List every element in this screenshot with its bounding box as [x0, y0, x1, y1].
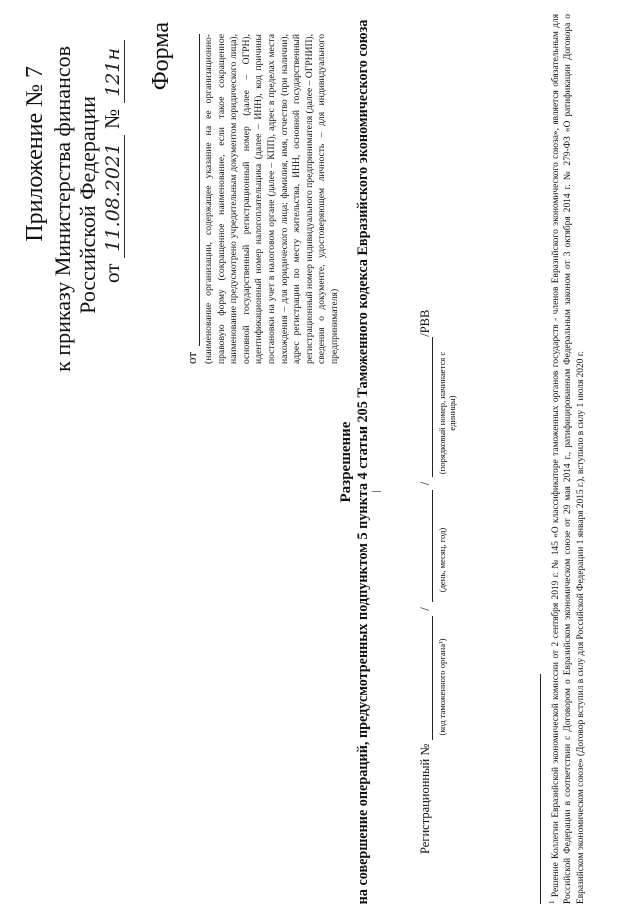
from-label: от	[184, 351, 199, 364]
number-prefix: №	[100, 108, 124, 129]
serial-number-field[interactable]	[418, 337, 433, 477]
sender-note: (наименование организации, содержащее указание на ее организационно-правовую форму (сокращенное наименование, если такое сокращенное наименование предусмотрено учредительным документом юридического лица), основной государственный регистрационный номер (далее – ОГРН), идентификационный номер налогоплательщика (далее – ИНН), код причины постановки на учет в налоговом органе (далее – КПП), адрес в пределах места нахождения – для юридического лица; фамилия, имя, отчество (при наличии), адрес регистрации по месту жительства, ИНН, основной государственный регистрационный номер индивидуального предпринимателя (далее – ОГРНИП), сведения о документе, удостоверяющем личность – для индивидуального предпринимателя)	[203, 33, 340, 364]
caption-serial-number: (порядковый номер, начинается с единицы)	[437, 351, 457, 475]
order-number: 121н	[102, 40, 125, 103]
registration-row	[418, 310, 433, 854]
separator-2: /	[418, 481, 432, 486]
sender-field[interactable]	[187, 34, 200, 346]
sender-block	[182, 34, 342, 364]
caption-date: (день, месяц, год)	[437, 527, 447, 593]
registration-label: Регистрационный №	[418, 743, 432, 854]
separator-1: /	[418, 607, 432, 611]
scan-mark	[372, 491, 381, 492]
sender-line	[182, 34, 200, 364]
order-date: 11.08.2021	[102, 135, 125, 258]
date-prefix: от	[100, 263, 124, 284]
date-field[interactable]	[418, 490, 433, 602]
appendix-title: Приложение № 7	[22, 66, 48, 242]
appendix-order-line: к приказу Министерства финансов	[50, 46, 75, 372]
form-label: Форма	[148, 22, 174, 91]
appendix-ministry-line: Российской Федерации	[75, 96, 100, 314]
caption-customs-code: (код таможенного органа¹)	[437, 638, 447, 736]
document-subtitle: на совершение операций, предусмотренных подпунктом 5 пункта 4 статьи 205 Таможенного кодекса Евразийского экономического союза	[355, 19, 371, 905]
footnote	[546, 14, 587, 904]
registration-suffix: /РВВ	[418, 309, 432, 337]
appendix-date-line	[100, 40, 125, 283]
document-title: Разрешение	[338, 421, 354, 503]
footnote-text: Решение Коллегии Евразийской экономической комиссии от 2 сентября 2019 г. № 145 «О классификаторе таможенных органов государств - членов Евразийского экономического союза», является обязательным для Российской Федерации в соответствии с Договором о Евразийском экономическом союзе от 29 мая 2014 г., ратифицированным Федеральным законом от 3 октября 2014 г. № 279-ФЗ «О ратификации Договора о Евразийском экономическом союзе» (Договор вступил в силу для Российской Федерации 1 января 2015 г.), вступило в силу 1 июля 2020 г.	[551, 13, 586, 904]
footnote-marker: 1	[548, 900, 556, 904]
footnote-divider	[540, 674, 541, 904]
customs-code-field[interactable]	[418, 616, 433, 740]
